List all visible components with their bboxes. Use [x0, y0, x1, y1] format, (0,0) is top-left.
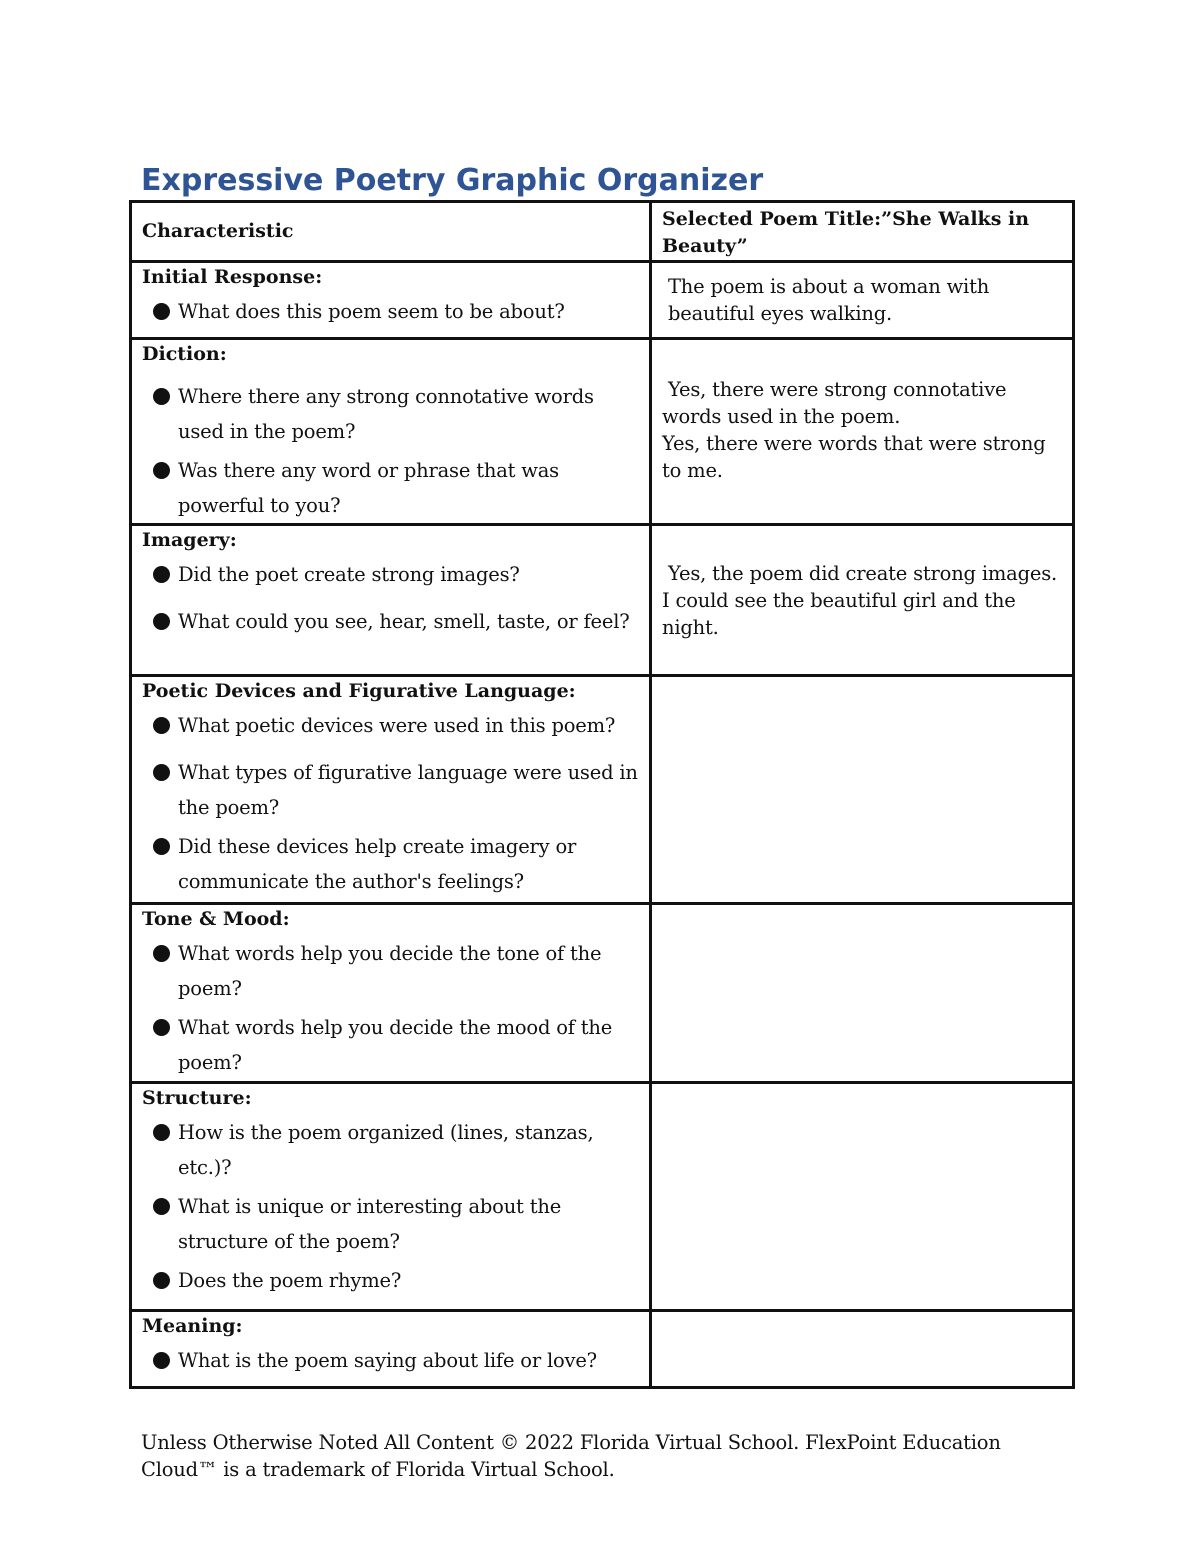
answer-cell[interactable] — [651, 339, 1074, 525]
characteristic-cell — [131, 904, 651, 1083]
question-list — [142, 379, 639, 523]
bullet-icon — [153, 1272, 170, 1289]
bullet-icon — [153, 613, 170, 630]
question-list — [142, 294, 639, 329]
bullet-icon — [153, 1124, 170, 1141]
question-list — [142, 1343, 639, 1378]
question-item: Did the poet create strong images? — [178, 557, 639, 592]
page-title: Expressive Poetry Graphic Organizer — [141, 163, 764, 198]
bullet-icon — [153, 838, 170, 855]
question-item: Where there any strong connotative words used in the poem? — [178, 379, 639, 449]
answer-cell[interactable] — [651, 1311, 1074, 1388]
characteristic-cell — [131, 1083, 651, 1311]
table-row — [131, 904, 1074, 1083]
bullet-icon — [153, 945, 170, 962]
bullet-icon — [153, 303, 170, 320]
bullet-icon — [153, 717, 170, 734]
answer-text: Yes, there were words that were strong to me. — [662, 432, 1046, 482]
question-item: Does the poem rhyme? — [178, 1263, 639, 1298]
row-heading: Structure: — [142, 1087, 252, 1109]
question-item: What poetic devices were used in this poem? — [178, 708, 639, 743]
row-heading: Diction: — [142, 343, 227, 365]
question-item: What does this poem seem to be about? — [178, 294, 639, 329]
question-item: What words help you decide the tone of the poem? — [178, 936, 639, 1006]
bullet-icon — [153, 1352, 170, 1369]
table-row — [131, 525, 1074, 676]
question-item: What could you see, hear, smell, taste, or feel? — [178, 604, 639, 639]
question-item: What is unique or interesting about the structure of the poem? — [178, 1189, 639, 1259]
question-list — [142, 708, 639, 899]
table-row — [131, 1083, 1074, 1311]
bullet-icon — [153, 462, 170, 479]
bullet-icon — [153, 388, 170, 405]
row-heading: Tone & Mood: — [142, 908, 290, 930]
question-list — [142, 1115, 639, 1298]
answer-cell[interactable] — [651, 1083, 1074, 1311]
question-item: What is the poem saying about life or love? — [178, 1343, 639, 1378]
header-characteristic: Characteristic — [131, 202, 651, 262]
header-poem-title: Selected Poem Title:”She Walks in Beauty” — [651, 202, 1074, 262]
answer-text: Yes, the poem did create strong images. — [668, 561, 1058, 585]
row-heading: Poetic Devices and Figurative Language: — [142, 680, 576, 702]
answer-cell[interactable] — [651, 676, 1074, 904]
answer-text: I could see the beautiful girl and the night. — [662, 588, 1016, 639]
table-row — [131, 339, 1074, 525]
copyright-footer: Unless Otherwise Noted All Content © 2022 Florida Virtual School. FlexPoint Education Cloud™ is a trademark of Florida Virtual School. — [141, 1431, 1001, 1481]
table-header-row — [131, 202, 1074, 262]
answer-cell[interactable] — [651, 904, 1074, 1083]
table-row — [131, 262, 1074, 339]
characteristic-cell — [131, 339, 651, 525]
organizer-table — [129, 200, 1075, 1389]
answer-cell[interactable] — [651, 262, 1074, 339]
bullet-icon — [153, 566, 170, 583]
question-item: What words help you decide the mood of the poem? — [178, 1010, 639, 1080]
table-row — [131, 1311, 1074, 1388]
bullet-icon — [153, 1019, 170, 1036]
bullet-icon — [153, 1198, 170, 1215]
bullet-icon — [153, 764, 170, 781]
question-item: How is the poem organized (lines, stanzas, etc.)? — [178, 1115, 639, 1185]
characteristic-cell — [131, 676, 651, 904]
table-row — [131, 676, 1074, 904]
answer-text: The poem is about a woman with beautiful eyes walking. — [668, 275, 990, 325]
row-heading: Meaning: — [142, 1315, 243, 1337]
answer-text: Yes, there were strong connotative words used in the poem. — [662, 378, 1007, 428]
characteristic-cell — [131, 525, 651, 676]
question-item: What types of figurative language were used in the poem? — [178, 755, 639, 825]
question-list — [142, 557, 639, 639]
row-heading: Initial Response: — [142, 266, 323, 288]
question-list — [142, 936, 639, 1080]
row-heading: Imagery: — [142, 529, 237, 551]
characteristic-cell — [131, 262, 651, 339]
question-item: Did these devices help create imagery or communicate the author's feelings? — [178, 829, 639, 899]
characteristic-cell — [131, 1311, 651, 1388]
answer-cell[interactable] — [651, 525, 1074, 676]
question-item: Was there any word or phrase that was powerful to you? — [178, 453, 639, 523]
